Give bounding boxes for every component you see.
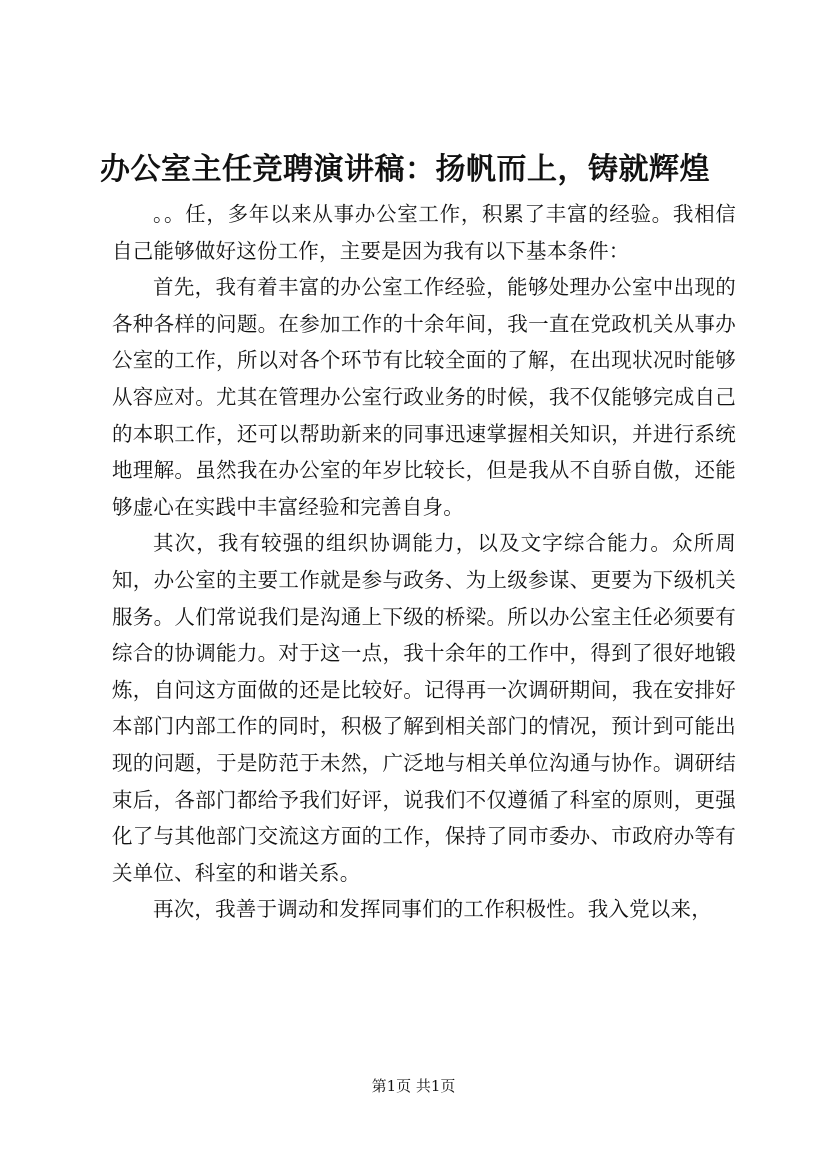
paragraph-1: 。。任，多年以来从事办公室工作，积累了丰富的经验。我相信自己能够做好这份工作，主要是因为我有以下基本条件： [112,202,736,263]
paragraph-2: 首先，我有着丰富的办公室工作经验，能够处理办公室中出现的各种各样的问题。在参加工作的十余年间，我一直在党政机关从事办公室的工作，所以对各个环节有比较全面的了解，在出现状况时能够从容应对。尤其在管理办公室行政业务的时候，我不仅能够完成自己的本职工作，还可以帮助新来的同事迅速掌握相关知识，并进行系统地理解。虽然我在办公室的年岁比较长，但是我从不自骄自傲，还能够虚心在实践中丰富经验和完善自身。 [112,275,736,519]
paragraph-4: 再次，我善于调动和发挥同事们的工作积极性。我入党以来， [153,897,712,922]
paragraph-3: 其次，我有较强的组织协调能力，以及文字综合能力。众所周知，办公室的主要工作就是参与政务、为上级参谋、更要为下级机关服务。人们常说我们是沟通上下级的桥梁。所以办公室主任必须要有综合的协调能力。对于这一点，我十余年的工作中，得到了很好地锻炼，自问这方面做的还是比较好。记得再一次调研期间，我在安排好本部门内部工作的同时，积极了解到相关部门的情况，预计到可能出现的问题，于是防范于未然，广泛地与相关单位沟通与协作。调研结束后，各部门都给予我们好评，说我们不仅遵循了科室的原则，更强化了与其他部门交流这方面的工作，保持了同市委办、市政府办等有关单位、科室的和谐关系。 [112,531,736,885]
page-footer: 第1页 共1页 [371,1077,456,1095]
document-title: 办公室主任竞聘演讲稿：扬帆而上，铸就辉煌 [100,152,710,187]
document-body [112,196,736,928]
